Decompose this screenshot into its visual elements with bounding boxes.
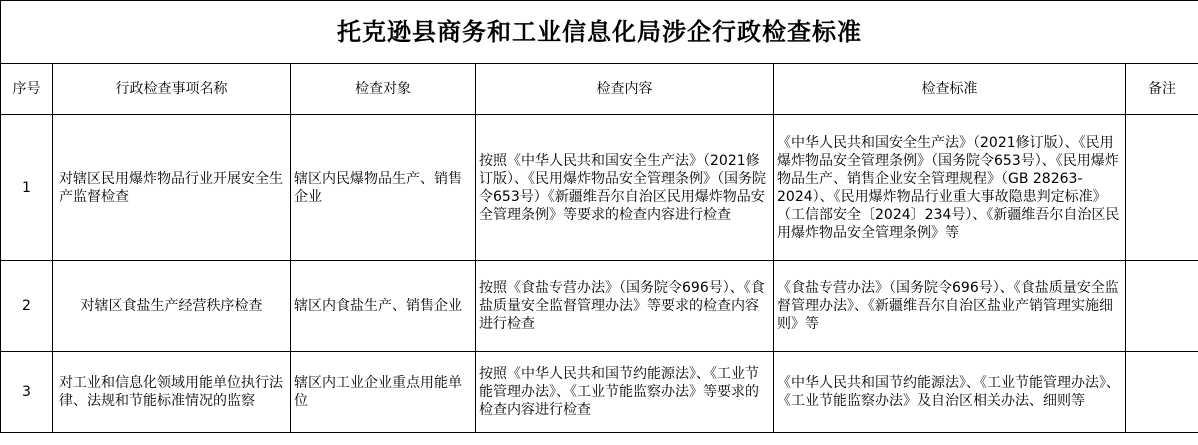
cell-standard: 《食盐专营办法》（国务院令696号）、《食盐质量安全监督管理办法》、《新疆维吾尔自治区盐业产销管理实施细则》等	[774, 261, 1126, 352]
cell-standard: 《中华人民共和国安全生产法》（2021修订版）、《民用爆炸物品安全管理条例》（国务院令653号）、《民用爆炸物品生产、销售企业安全管理规程》（GB 28263-2024）、《民用爆炸物品行业重大事故隐患判定标准》（工信部安全〔2024〕234号）、《新疆维吾尔自治区民用爆炸物品安全管理条例》等	[774, 115, 1126, 261]
header-remark: 备注	[1126, 64, 1198, 115]
cell-name: 对辖区食盐生产经营秩序检查	[53, 261, 291, 352]
table-row	[1, 115, 1198, 261]
cell-content: 按照《中华人民共和国安全生产法》（2021修订版）、《民用爆炸物品安全管理条例》（国务院令653号）《新疆维吾尔自治区民用爆炸物品安全管理条例》等要求的检查内容进行检查	[476, 115, 774, 261]
page-title: 托克逊县商务和工业信息化局涉企行政检查标准	[1, 1, 1198, 64]
cell-remark	[1126, 352, 1198, 433]
cell-content: 按照《中华人民共和国节约能源法》、《工业节能管理办法》、《工业节能监察办法》等要求的检查内容进行检查	[476, 352, 774, 433]
cell-no: 1	[1, 115, 53, 261]
cell-content: 按照《食盐专营办法》（国务院令696号）、《食盐质量安全监督管理办法》等要求的检查内容进行检查	[476, 261, 774, 352]
header-no: 序号	[1, 64, 53, 115]
cell-no: 2	[1, 261, 53, 352]
cell-target: 辖区内工业企业重点用能单位	[291, 352, 476, 433]
table-row	[1, 352, 1198, 433]
table-row	[1, 261, 1198, 352]
cell-target: 辖区内民爆物品生产、销售企业	[291, 115, 476, 261]
cell-standard: 《中华人民共和国节约能源法》、《工业节能管理办法》、《工业节能监察办法》及自治区相关办法、细则等	[774, 352, 1126, 433]
cell-name: 对工业和信息化领域用能单位执行法律、法规和节能标准情况的监察	[53, 352, 291, 433]
header-content: 检查内容	[476, 64, 774, 115]
cell-remark	[1126, 261, 1198, 352]
table-header-row	[1, 64, 1198, 115]
cell-no: 3	[1, 352, 53, 433]
header-target: 检查对象	[291, 64, 476, 115]
cell-remark	[1126, 115, 1198, 261]
cell-name: 对辖区民用爆炸物品行业开展安全生产监督检查	[53, 115, 291, 261]
cell-target: 辖区内食盐生产、销售企业	[291, 261, 476, 352]
header-standard: 检查标准	[774, 64, 1126, 115]
header-name: 行政检查事项名称	[53, 64, 291, 115]
